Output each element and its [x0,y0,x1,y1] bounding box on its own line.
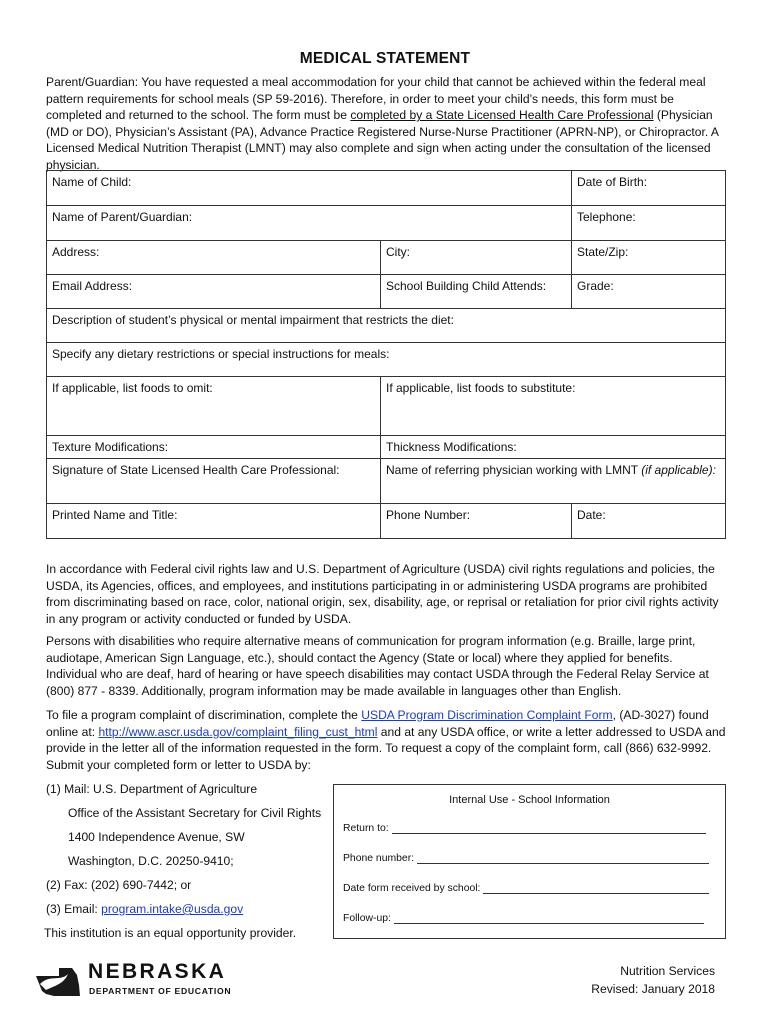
impairment-description-label: Description of student’s physical or mental impairment that restricts the diet: [52,313,454,327]
return-to-label: Return to: [343,823,392,834]
city-label: City: [386,245,410,259]
address-label: Address: [52,245,100,259]
grade-label: Grade: [577,279,614,293]
return-to-line [392,823,706,834]
footer-department: Nutrition Services [620,964,715,978]
phone-number-label: Phone Number: [386,508,471,522]
referring-physician-label: Name of referring physician working with LMNT [386,463,642,477]
name-of-child-label: Name of Child: [52,175,132,189]
telephone-label: Telephone: [577,210,636,224]
email-address-label: Email Address: [52,279,133,293]
thickness-modifications-label: Thickness Modifications: [386,440,517,454]
telephone-field[interactable] [572,206,726,241]
foods-to-substitute-label: If applicable, list foods to substitute: [386,381,576,395]
intro-paragraph [46,74,732,174]
logo-wordmark: NEBRASKA [88,960,227,983]
foods-to-omit-label: If applicable, list foods to omit: [52,381,213,395]
email-contact-label: (3) Email: [46,902,102,916]
return-to-field[interactable] [343,823,706,834]
printed-name-field[interactable] [47,504,381,539]
parent-guardian-label: Name of Parent/Guardian: [52,210,193,224]
grade-field[interactable] [572,275,726,309]
mail-address-line-4: Washington, D.C. 20250-9410; [68,854,234,868]
dietary-restrictions-field[interactable] [47,343,726,377]
state-zip-label: State/Zip: [577,245,629,259]
internal-use-box [333,784,726,939]
follow-up-label: Follow-up: [343,913,394,924]
complaint-text-3: and at any USDA office, or write a letter addressed to USDA and provide in the letter all of the information requested in the form. To request a copy of the complaint form, call (866) 632-9992. Submit your completed form or letter to USDA by: [46,724,726,772]
footer-revised-date: Revised: January 2018 [591,982,715,996]
state-zip-field[interactable] [572,241,726,275]
mail-address-line-3: 1400 Independence Avenue, SW [68,830,245,844]
parent-guardian-field[interactable] [47,206,572,241]
footer-info [591,962,715,998]
internal-phone-field[interactable] [343,853,709,864]
complaint-text-1: To file a program complaint of discrimination, complete the [46,708,362,722]
date-received-field[interactable] [343,883,709,894]
email-address-field[interactable] [47,275,381,309]
foods-to-omit-field[interactable] [47,377,381,436]
page-title: MEDICAL STATEMENT [299,50,471,67]
date-received-line [483,883,709,894]
intro-text-2: (Physician (MD or DO), Physician’s Assistant (PA), Advance Practice Registered Nurse-Nurse Practitioner (APRN-NP), or Chiropractor. A Licensed Medical Nutrition Therapist (LMNT) may also complete and sign when acting under the consultation of the licensed physician. [46,108,719,172]
date-of-birth-label: Date of Birth: [577,175,648,189]
equal-opportunity-statement: This institution is an equal opportunity provider. [44,926,297,940]
mail-address-line-2: Office of the Assistant Secretary for Civil Rights [68,806,322,820]
address-field[interactable] [47,241,381,275]
thickness-modifications-field[interactable] [381,436,726,459]
civil-rights-paragraph-3 [46,707,726,773]
intro-underlined-text: completed by a State Licensed Health Care Professional [350,108,654,123]
date-of-birth-field[interactable] [572,171,726,206]
email-contact-line [46,902,243,916]
impairment-description-field[interactable] [47,309,726,343]
date-label: Date: [577,508,606,522]
medical-statement-form [46,170,726,539]
school-building-field[interactable] [381,275,572,309]
texture-modifications-label: Texture Modifications: [52,440,169,454]
nebraska-education-logo [32,960,232,1002]
school-building-label: School Building Child Attends: [386,279,547,293]
email-link[interactable]: program.intake@usda.gov [101,902,244,916]
civil-rights-paragraph-1: In accordance with Federal civil rights law and U.S. Department of Agriculture (USDA) civil rights regulations and policies, the USDA, its Agencies, offices, and employees, and institutions participating in or administering USDA programs are prohibited from discriminating based on race, color, national origin, sex, disability, age, or reprisal or retaliation for prior civil rights activity in any program or activity conducted or funded by USDA. [46,562,719,626]
complaint-url-link[interactable]: http://www.ascr.usda.gov/complaint_filing_cust_html [98,724,378,739]
date-field[interactable] [572,504,726,539]
date-received-label: Date form received by school: [343,883,484,894]
foods-to-substitute-field[interactable] [381,377,726,436]
printed-name-label: Printed Name and Title: [52,508,178,522]
name-of-child-field[interactable] [47,171,572,206]
fax-contact-line: (2) Fax: (202) 690-7442; or [46,878,192,892]
dietary-restrictions-label: Specify any dietary restrictions or special instructions for meals: [52,347,390,361]
complaint-text-2: , (AD-3027) found online at: [46,708,709,739]
city-field[interactable] [381,241,572,275]
civil-rights-paragraph-2: Persons with disabilities who require alternative means of communication for program information (e.g. Braille, large print, audiotape, American Sign Language, etc.), should contact the Agency (State or local) where they applied for benefits. Individual who are deaf, hard of hearing or have speech disabilities may contact USDA through the Federal Relay Service at (800) 877 - 8339. Additionally, program information may be made available in languages other than English. [46,634,709,698]
mail-contact-line: (1) Mail: U.S. Department of Agriculture [46,782,258,796]
referring-physician-field[interactable] [381,459,726,504]
nebraska-state-icon [32,960,82,1002]
signature-field[interactable] [47,459,381,504]
referring-physician-note: (if applicable): [641,463,716,477]
logo-subtitle: DEPARTMENT OF EDUCATION [89,986,232,996]
phone-number-field[interactable] [381,504,572,539]
internal-use-heading: Internal Use - School Information [449,794,610,806]
texture-modifications-field[interactable] [47,436,381,459]
complaint-form-link[interactable]: USDA Program Discrimination Complaint Form [361,708,613,722]
signature-label: Signature of State Licensed Health Care Professional: [52,463,340,477]
follow-up-line [394,913,704,924]
internal-phone-label: Phone number: [343,853,417,864]
follow-up-field[interactable] [343,913,704,924]
internal-phone-line [417,853,709,864]
intro-text-1: Parent/Guardian: You have requested a meal accommodation for your child that cannot be achieved within the federal meal pattern requirements for school meals (SP 59-2016). Therefore, in order to meet your child’s needs, this form must be completed and returned to the school. The form must be [46,75,706,123]
